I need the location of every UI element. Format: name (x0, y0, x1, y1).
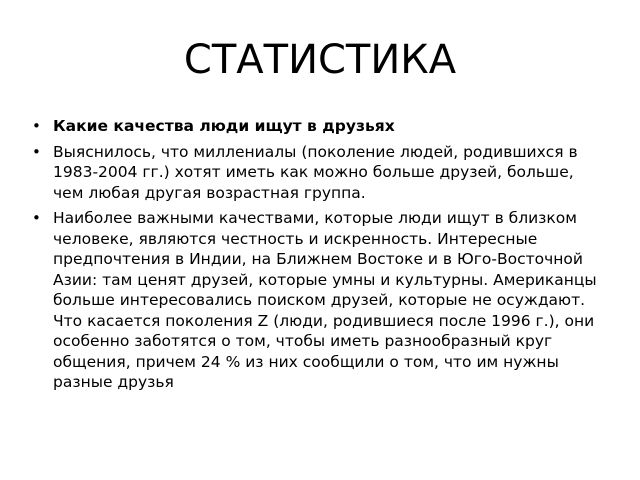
bullet-dot-icon: • (32, 117, 41, 135)
bullet-item-qualities (30, 208, 605, 393)
bullet-text: Выяснилось, что миллениалы (поколение людей, родившихся в 1983-2004 гг.) хотят иметь как можно больше друзей, больше, чем любая другая возрастная группа. (53, 142, 578, 202)
bullet-dot-icon: • (32, 209, 41, 227)
bullet-item-millennials (30, 142, 605, 204)
bullet-text: Какие качества люди ищут в друзьях (53, 117, 395, 135)
slide-title: СТАТИСТИКА (183, 37, 457, 83)
bullet-dot-icon: • (32, 142, 41, 161)
bullet-text: Наиболее важными качествами, которые люди ищут в близком человеке, являются честность и искренность. Интересные предпочтения в Индии, на Ближнем Востоке и в Юго-Восточной Азии: там ценят друзей, которые умны и культурны. Американцы больше интересовались поиском друзей, которые не осуждают. Что касается поколения Z (люди, родившиеся после 1996 г.), они особенно заботятся о том, чтобы иметь разнообразный круг общения, причем 24 % из них сообщили о том, что им нужны разные друзья (53, 209, 597, 391)
bullet-list (30, 116, 605, 398)
bullet-item-heading (30, 116, 605, 137)
